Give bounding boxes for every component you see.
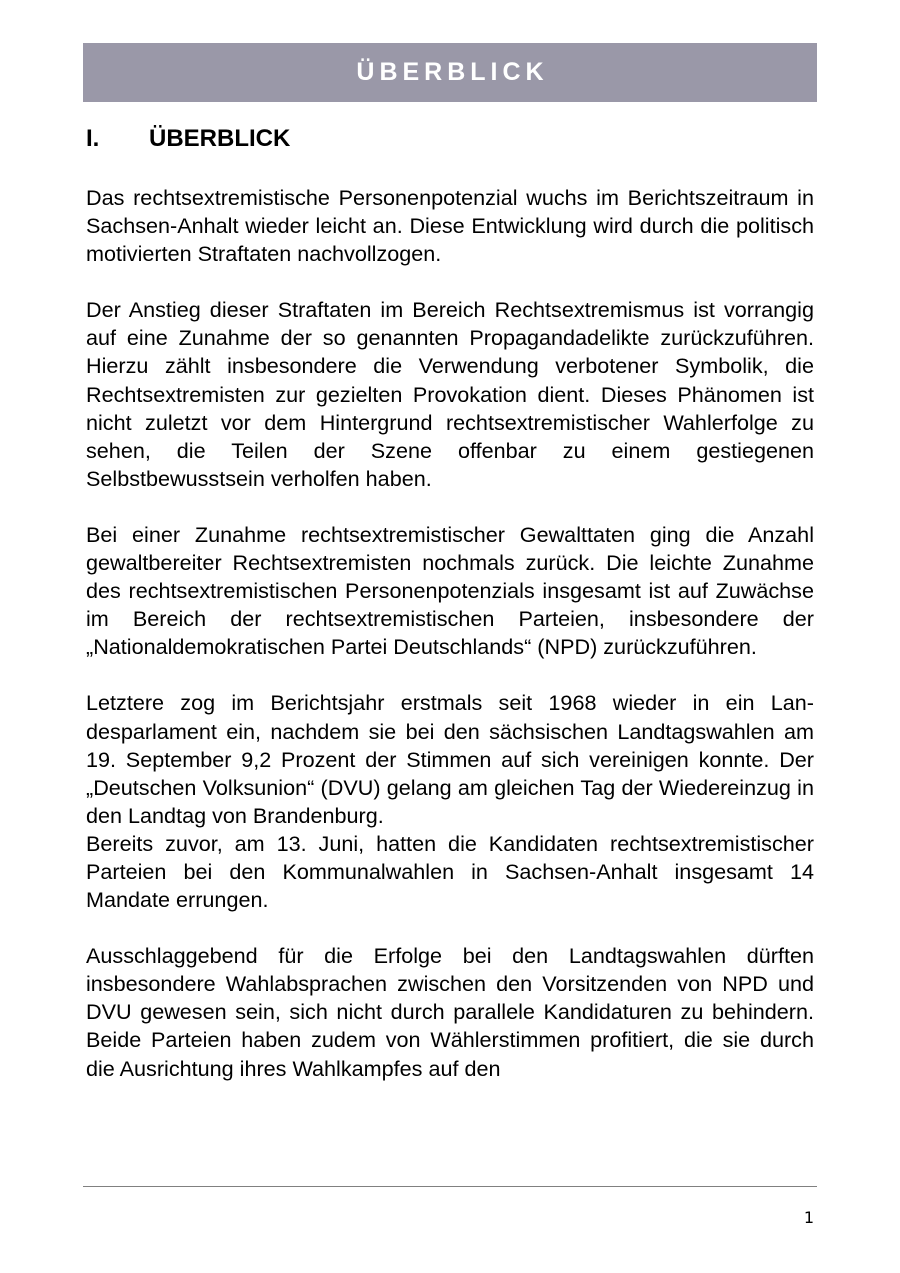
section-heading — [86, 122, 816, 156]
footer-divider — [83, 1186, 817, 1187]
paragraph-3: Bei einer Zunahme rechtsextremistischer Gewalttaten ging die Anzahl gewaltbereiter Rechtsextremisten nochmals zurück. Die leichte Zunahme des rechtsextremistischen Personenpotenzials insgesamt ist auf Zuwächse im Bereich der rechtsextremistischen Parteien, insbesondere der „Nationaldemokratischen Partei Deutschlands“ (NPD) zurückzuführen. — [86, 521, 814, 660]
section-banner — [83, 43, 817, 102]
paragraph-1: Das rechtsextremistische Personenpotenzial wuchs im Berichtszeitraum in Sachsen-Anhalt wieder leicht an. Diese Entwicklung wird durch die politisch motivierten Straftaten nachvollzogen. — [86, 185, 814, 267]
heading-title: ÜBERBLICK — [149, 125, 291, 152]
paragraph-2: Der Anstieg dieser Straftaten im Bereich Rechtsextremismus ist vorrangig auf eine Zunahme der so genannten Propagandadelikte zurückzuführen. Hierzu zählt insbesondere die Verwendung verbotener Symbolik, die Rechtsextremisten zur gezielten Provokation dient. Dieses Phänomen ist nicht zuletzt vor dem Hintergrund rechtsextremistischer Wahlerfolge zu sehen, die Teilen der Szene offenbar zu einem gestiegenen Selbstbewusstsein verholfen haben. — [86, 297, 814, 491]
page-number: 1 — [803, 1208, 814, 1227]
heading-number: I. — [86, 125, 100, 152]
banner-title: ÜBERBLICK — [356, 58, 549, 86]
body-text — [86, 184, 814, 1083]
paragraph-4: Letztere zog im Berichtsjahr erstmals seit 1968 wieder in ein Landesparlament ein, nachdem sie bei den sächsischen Landtagswahlen am 19. September 9,2 Prozent der Stimmen auf sich vereinigen konnte. Der „Deutschen Volksunion“ (DVU) gelang am gleichen Tag der Wiedereinzug in den Landtag von Brandenburg. — [86, 690, 814, 828]
paragraph-6: Ausschlaggebend für die Erfolge bei den Landtagswahlen dürften insbesondere Wahlabsprachen zwischen den Vorsitzenden von NPD und DVU gewesen sein, sich nicht durch parallele Kandidaturen zu behindern. Beide Parteien haben zudem von Wählerstimmen profitiert, die sie durch die Ausrichtung ihres Wahlkampfes auf den — [86, 943, 814, 1081]
paragraph-5: Bereits zuvor, am 13. Juni, hatten die Kandidaten rechtsextremistischer Parteien bei den Kommunalwahlen in Sachsen-Anhalt insgesamt 14 Mandate errungen. — [86, 830, 814, 913]
